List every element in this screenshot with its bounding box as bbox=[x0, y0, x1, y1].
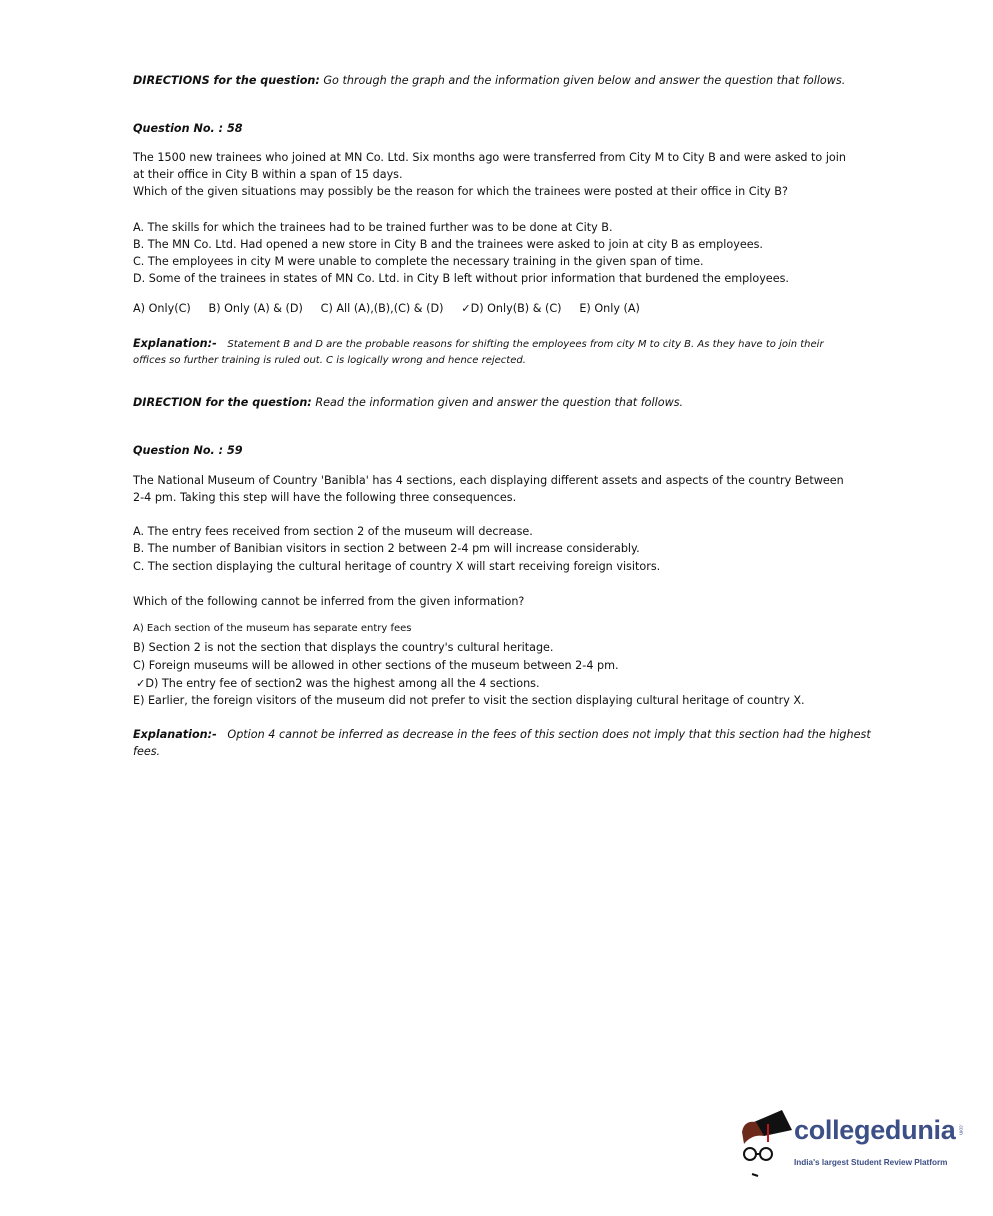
logo-brand bbox=[794, 1114, 962, 1146]
q59-question: Which of the following cannot be inferred from the given information? bbox=[133, 595, 525, 608]
mascot-icon bbox=[738, 1108, 794, 1180]
collegedunia-logo bbox=[738, 1108, 978, 1188]
option-c: C) All (A),(B),(C) & (D) bbox=[320, 302, 444, 315]
explanation-label: Explanation:- bbox=[133, 337, 217, 350]
directions-text: Read the information given and answer the question that follows. bbox=[311, 396, 684, 409]
option-e: E) Only (A) bbox=[579, 302, 640, 315]
option-c: C) Foreign museums will be allowed in other sections of the museum between 2-4 pm. bbox=[133, 659, 619, 672]
explanation-text: Statement B and D are the probable reasons for shifting the employees from city M to city B. As they have to join their bbox=[227, 339, 824, 350]
directions-label: DIRECTIONS for the question: bbox=[133, 74, 320, 87]
check-icon: ✓ bbox=[136, 677, 146, 690]
option-e: E) Earlier, the foreign visitors of the museum did not prefer to visit the section displaying cultural heritage of country X. bbox=[133, 694, 805, 707]
explanation-label: Explanation:- bbox=[133, 728, 217, 741]
option-b: B) Only (A) & (D) bbox=[208, 302, 303, 315]
check-icon: ✓ bbox=[461, 302, 471, 315]
option-b: B) Section 2 is not the section that displays the country's cultural heritage. bbox=[133, 641, 554, 654]
q59-stem-line: The National Museum of Country 'Banibla' has 4 sections, each displaying different assets and aspects of the country Between bbox=[133, 474, 844, 487]
q58-explanation bbox=[133, 335, 824, 353]
q58-statement: C. The employees in city M were unable to complete the necessary training in the given span of time. bbox=[133, 255, 704, 268]
directions-label: DIRECTION for the question: bbox=[133, 396, 312, 409]
explanation-text: Option 4 cannot be inferred as decrease in the fees of this section does not imply that this section had the highest bbox=[227, 728, 871, 741]
q58-stem-line: Which of the given situations may possibly be the reason for which the trainees were posted at their office in City B? bbox=[133, 185, 788, 198]
option-a: A) Each section of the museum has separate entry fees bbox=[133, 623, 412, 634]
logo-suffix: .com bbox=[957, 1124, 964, 1135]
q59-statement: C. The section displaying the cultural heritage of country X will start receiving foreign visitors. bbox=[133, 560, 661, 573]
q58-statement: B. The MN Co. Ltd. Had opened a new store in City B and the trainees were asked to join at city B as employees. bbox=[133, 238, 763, 251]
q58-options bbox=[133, 300, 640, 317]
q59-directions bbox=[133, 394, 683, 411]
q59-explanation bbox=[133, 726, 871, 743]
q59-statement: A. The entry fees received from section 2 of the museum will decrease. bbox=[133, 525, 533, 538]
option-d: D) The entry fee of section2 was the highest among all the 4 sections. bbox=[145, 677, 540, 690]
q58-number: Question No. : 58 bbox=[133, 122, 243, 135]
q58-directions bbox=[133, 72, 845, 89]
explanation-text: offices so further training is ruled out. C is logically wrong and hence rejected. bbox=[133, 355, 526, 366]
logo-tagline: India's largest Student Review Platform bbox=[794, 1158, 948, 1167]
directions-text: Go through the graph and the information given below and answer the question that follows. bbox=[319, 74, 846, 87]
option-a: A) Only(C) bbox=[133, 302, 191, 315]
q58-stem-line: at their office in City B within a span of 15 days. bbox=[133, 168, 403, 181]
option-d: D) Only(B) & (C) bbox=[470, 302, 562, 315]
q59-stem-line: 2-4 pm. Taking this step will have the following three consequences. bbox=[133, 491, 517, 504]
logo-wordmark: collegedunia bbox=[794, 1115, 956, 1145]
q58-statement: A. The skills for which the trainees had to be trained further was to be done at City B. bbox=[133, 221, 613, 234]
q58-statement: D. Some of the trainees in states of MN Co. Ltd. in City B left without prior information that burdened the employees. bbox=[133, 272, 789, 285]
q58-stem-line: The 1500 new trainees who joined at MN Co. Ltd. Six months ago were transferred from City M to City B and were asked to join bbox=[133, 151, 846, 164]
option-d-row bbox=[136, 675, 540, 692]
explanation-text: fees. bbox=[133, 745, 161, 758]
q59-number: Question No. : 59 bbox=[133, 444, 243, 457]
q59-statement: B. The number of Banibian visitors in section 2 between 2-4 pm will increase considerably. bbox=[133, 542, 640, 555]
